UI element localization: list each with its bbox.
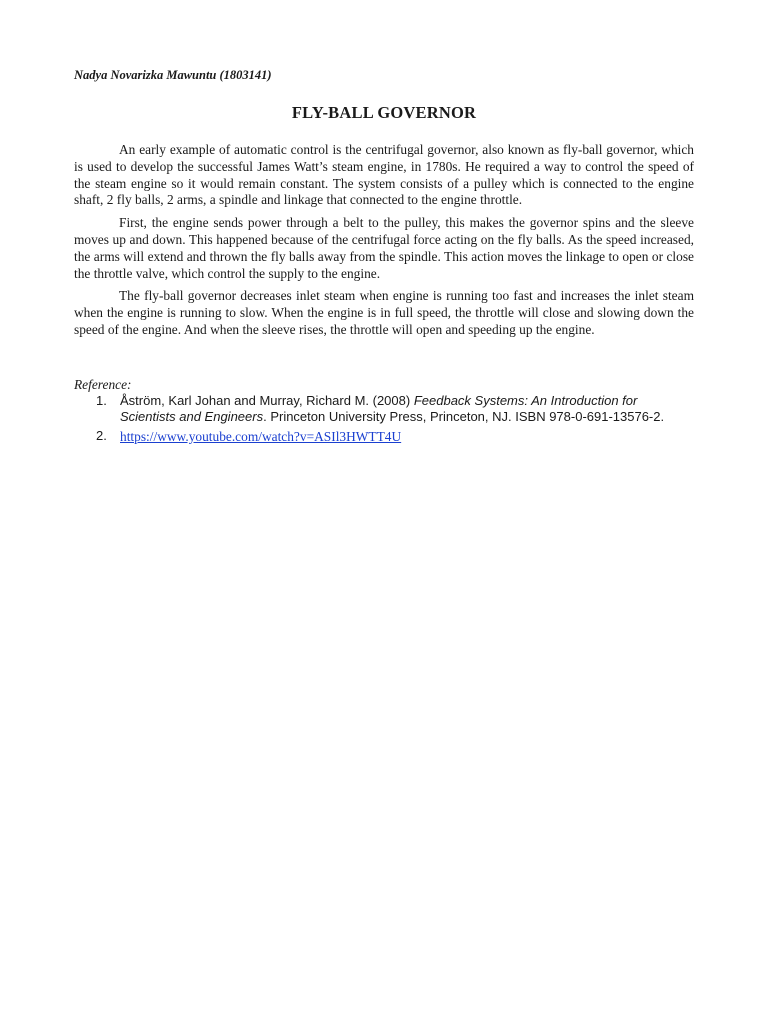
reference-number: 1.	[96, 392, 107, 408]
document-page	[74, 66, 694, 446]
paragraph-1: An early example of automatic control is the centrifugal governor, also known as fly-ball governor, which is used to develop the successful James Watt’s steam engine, in 1780s. He required a way to control the speed of the steam engine so it would remain constant. The system consists of a pulley which is connected to the engine shaft, 2 fly balls, 2 arms, a spindle and linkage that connected to the engine throttle.	[74, 142, 694, 208]
reference-book-title: Feedback Systems: An Introduction for Scientists and Engineers	[120, 392, 638, 424]
reference-heading: Reference:	[74, 376, 132, 392]
document-title: FLY-BALL GOVERNOR	[291, 103, 477, 122]
reference-item-2	[74, 428, 694, 446]
reference-link[interactable]: https://www.youtube.com/watch?v=ASIl3HWTT4U	[120, 428, 402, 444]
reference-item-1	[74, 393, 694, 425]
body-text	[74, 142, 694, 339]
author-line: Nadya Novarizka Mawuntu (1803141)	[74, 68, 272, 82]
paragraph-2: First, the engine sends power through a belt to the pulley, this makes the governor spins and the sleeve moves up and down. This happened because of the centrifugal force acting on the fly balls. As the speed increased, the arms will extend and thrown the fly balls away from the spindle. This action moves the linkage to open or close the throttle valve, which control the supply to the engine.	[74, 215, 694, 281]
paragraph-3: The fly-ball governor decreases inlet steam when engine is running too fast and increases the inlet steam when the engine is running to slow. When the engine is in full speed, the throttle will close and slowing down the speed of the engine. And when the sleeve rises, the throttle will open and speeding up the engine.	[74, 288, 694, 337]
reference-text	[120, 393, 694, 425]
reference-publisher: . Princeton University Press, Princeton, NJ. ISBN 978-0-691-13576-2.	[263, 408, 665, 424]
reference-list	[74, 393, 694, 446]
reference-number: 2.	[96, 427, 107, 443]
reference-authors: Åström, Karl Johan and Murray, Richard M. (2008)	[120, 392, 414, 408]
